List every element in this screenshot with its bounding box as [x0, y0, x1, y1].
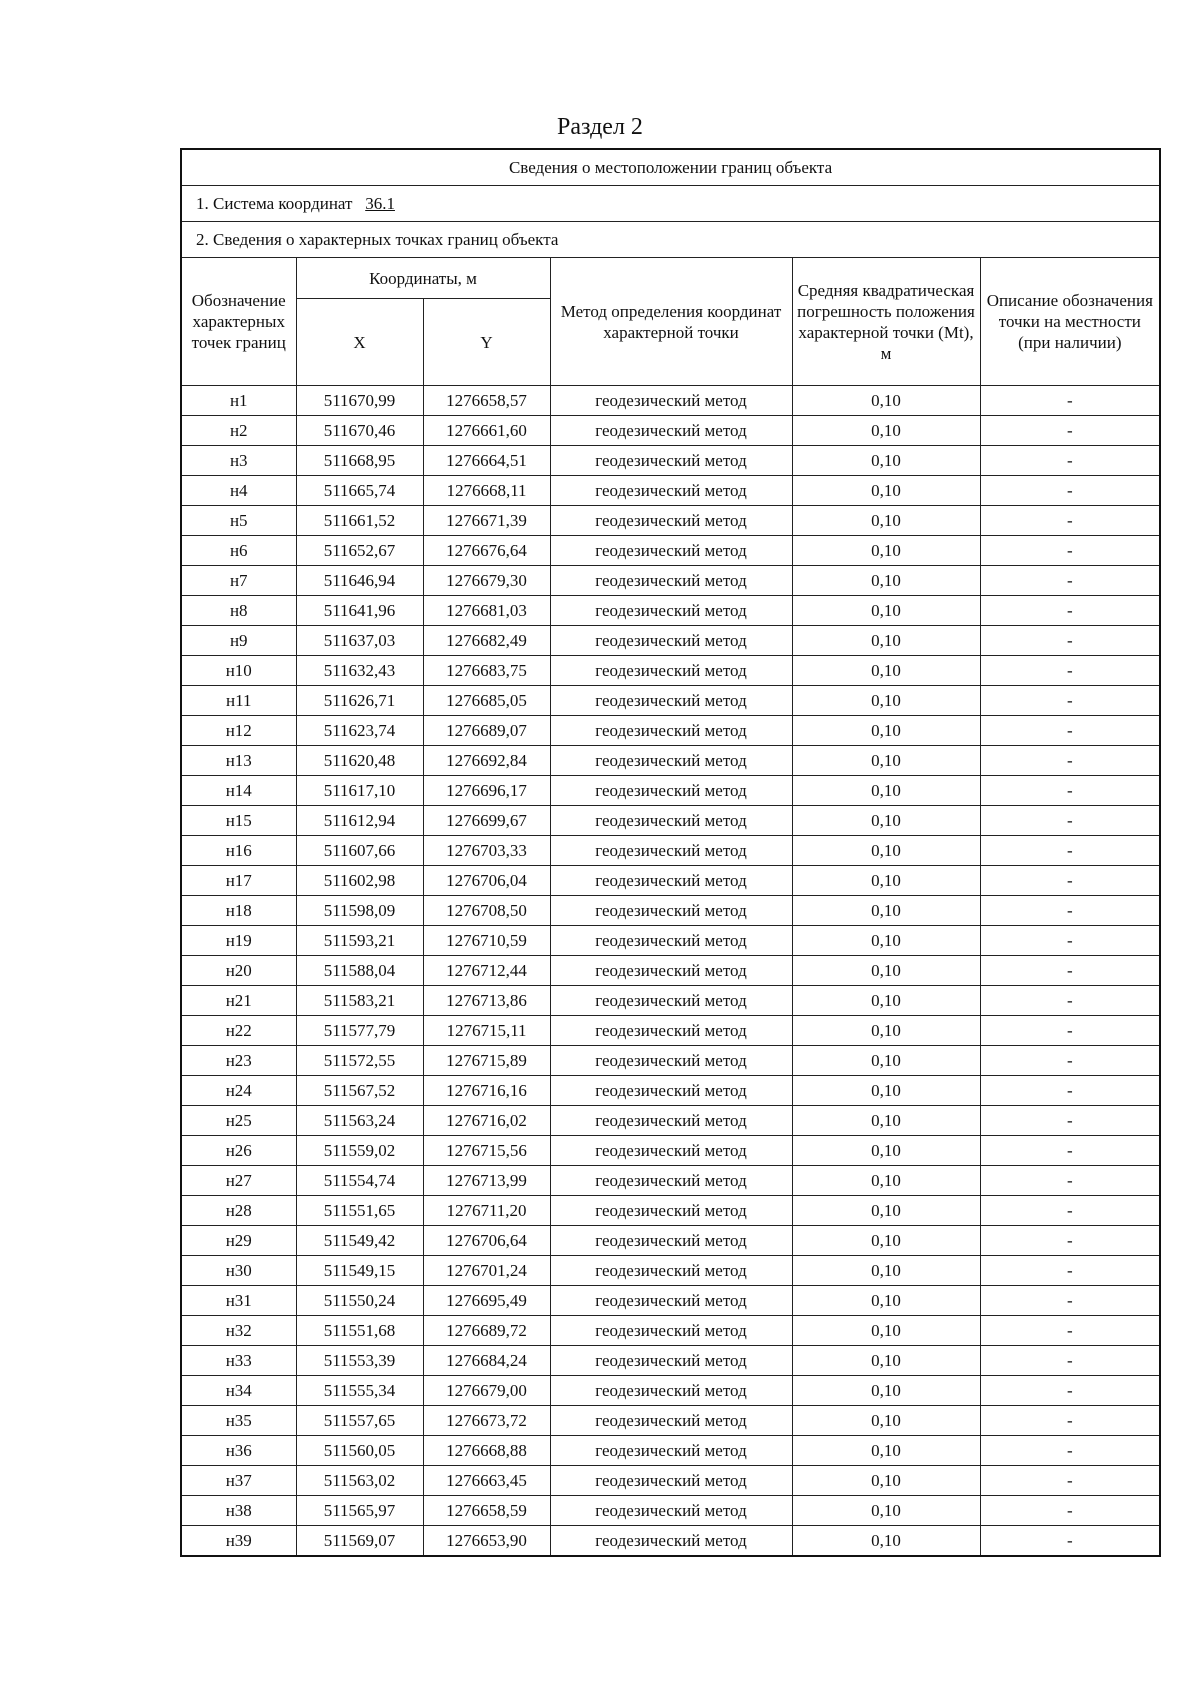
- error-cell: 0,10: [792, 716, 980, 746]
- coord-y: 1276692,84: [423, 746, 550, 776]
- error-cell: 0,10: [792, 1406, 980, 1436]
- method-cell: геодезический метод: [550, 506, 792, 536]
- point-id: н27: [181, 1166, 296, 1196]
- coord-x: 511583,21: [296, 986, 423, 1016]
- point-id: н16: [181, 836, 296, 866]
- coord-x: 511620,48: [296, 746, 423, 776]
- coord-y: 1276701,24: [423, 1256, 550, 1286]
- coord-x: 511549,15: [296, 1256, 423, 1286]
- description-cell: -: [980, 1316, 1160, 1346]
- error-cell: 0,10: [792, 1316, 980, 1346]
- coord-y: 1276689,72: [423, 1316, 550, 1346]
- error-cell: 0,10: [792, 446, 980, 476]
- coord-y: 1276712,44: [423, 956, 550, 986]
- point-id: н12: [181, 716, 296, 746]
- description-cell: -: [980, 746, 1160, 776]
- table-row: [181, 1196, 1160, 1226]
- table-row: [181, 746, 1160, 776]
- coord-x: 511607,66: [296, 836, 423, 866]
- table-row: [181, 1496, 1160, 1526]
- method-cell: геодезический метод: [550, 806, 792, 836]
- method-cell: геодезический метод: [550, 776, 792, 806]
- coord-x: 511612,94: [296, 806, 423, 836]
- coord-y: 1276671,39: [423, 506, 550, 536]
- method-cell: геодезический метод: [550, 566, 792, 596]
- points-section-title: 2. Сведения о характерных точках границ объекта: [181, 222, 1160, 258]
- coord-x: 511661,52: [296, 506, 423, 536]
- coord-x: 511588,04: [296, 956, 423, 986]
- description-cell: -: [980, 986, 1160, 1016]
- table-row: [181, 1106, 1160, 1136]
- table-row: [181, 1256, 1160, 1286]
- coord-y: 1276699,67: [423, 806, 550, 836]
- description-cell: -: [980, 446, 1160, 476]
- description-cell: -: [980, 1286, 1160, 1316]
- error-cell: 0,10: [792, 746, 980, 776]
- table-row: [181, 626, 1160, 656]
- error-cell: 0,10: [792, 1196, 980, 1226]
- table-row: [181, 476, 1160, 506]
- method-cell: геодезический метод: [550, 926, 792, 956]
- error-cell: 0,10: [792, 896, 980, 926]
- coord-x: 511652,67: [296, 536, 423, 566]
- method-cell: геодезический метод: [550, 386, 792, 416]
- method-cell: геодезический метод: [550, 1046, 792, 1076]
- point-id: н11: [181, 686, 296, 716]
- table-row: [181, 1376, 1160, 1406]
- coord-x: 511569,07: [296, 1526, 423, 1557]
- point-id: н37: [181, 1466, 296, 1496]
- point-id: н1: [181, 386, 296, 416]
- table-row: [181, 656, 1160, 686]
- table-row: [181, 416, 1160, 446]
- coord-x: 511553,39: [296, 1346, 423, 1376]
- description-cell: -: [980, 776, 1160, 806]
- description-cell: -: [980, 1526, 1160, 1557]
- error-cell: 0,10: [792, 1526, 980, 1557]
- error-cell: 0,10: [792, 386, 980, 416]
- description-cell: -: [980, 1076, 1160, 1106]
- coord-y: 1276679,00: [423, 1376, 550, 1406]
- coord-y: 1276706,64: [423, 1226, 550, 1256]
- error-cell: 0,10: [792, 1346, 980, 1376]
- coord-x: 511670,99: [296, 386, 423, 416]
- coord-x: 511637,03: [296, 626, 423, 656]
- coord-y: 1276683,75: [423, 656, 550, 686]
- point-id: н31: [181, 1286, 296, 1316]
- error-cell: 0,10: [792, 1136, 980, 1166]
- description-cell: -: [980, 416, 1160, 446]
- coord-x: 511554,74: [296, 1166, 423, 1196]
- point-id: н26: [181, 1136, 296, 1166]
- coord-y: 1276713,86: [423, 986, 550, 1016]
- coord-y: 1276676,64: [423, 536, 550, 566]
- coord-y: 1276710,59: [423, 926, 550, 956]
- description-cell: -: [980, 566, 1160, 596]
- header-x: X: [296, 299, 423, 386]
- coord-x: 511567,52: [296, 1076, 423, 1106]
- error-cell: 0,10: [792, 536, 980, 566]
- coord-y: 1276716,16: [423, 1076, 550, 1106]
- error-cell: 0,10: [792, 1436, 980, 1466]
- coord-x: 511593,21: [296, 926, 423, 956]
- description-cell: -: [980, 1196, 1160, 1226]
- coord-y: 1276664,51: [423, 446, 550, 476]
- point-id: н21: [181, 986, 296, 1016]
- point-id: н14: [181, 776, 296, 806]
- description-cell: -: [980, 716, 1160, 746]
- table-row: [181, 1526, 1160, 1557]
- coord-x: 511646,94: [296, 566, 423, 596]
- table-row: [181, 836, 1160, 866]
- coord-x: 511670,46: [296, 416, 423, 446]
- table-row: [181, 1286, 1160, 1316]
- coord-y: 1276715,89: [423, 1046, 550, 1076]
- coord-y: 1276715,11: [423, 1016, 550, 1046]
- description-cell: -: [980, 1046, 1160, 1076]
- coord-y: 1276689,07: [423, 716, 550, 746]
- coord-y: 1276708,50: [423, 896, 550, 926]
- table-row: [181, 896, 1160, 926]
- coord-system-cell: [181, 186, 1160, 222]
- error-cell: 0,10: [792, 806, 980, 836]
- method-cell: геодезический метод: [550, 1316, 792, 1346]
- method-cell: геодезический метод: [550, 716, 792, 746]
- method-cell: геодезический метод: [550, 1136, 792, 1166]
- table-title: Сведения о местоположении границ объекта: [181, 149, 1160, 186]
- table-row: [181, 1166, 1160, 1196]
- method-cell: геодезический метод: [550, 1226, 792, 1256]
- method-cell: геодезический метод: [550, 536, 792, 566]
- table-row: [181, 446, 1160, 476]
- coord-x: 511550,24: [296, 1286, 423, 1316]
- coord-x: 511563,24: [296, 1106, 423, 1136]
- point-id: н24: [181, 1076, 296, 1106]
- error-cell: 0,10: [792, 626, 980, 656]
- point-id: н5: [181, 506, 296, 536]
- coord-y: 1276685,05: [423, 686, 550, 716]
- error-cell: 0,10: [792, 416, 980, 446]
- coord-y: 1276653,90: [423, 1526, 550, 1557]
- method-cell: геодезический метод: [550, 1346, 792, 1376]
- point-id: н7: [181, 566, 296, 596]
- description-cell: -: [980, 1136, 1160, 1166]
- description-cell: -: [980, 836, 1160, 866]
- point-id: н3: [181, 446, 296, 476]
- method-cell: геодезический метод: [550, 1166, 792, 1196]
- table-row: [181, 1466, 1160, 1496]
- coord-y: 1276658,57: [423, 386, 550, 416]
- coord-y: 1276695,49: [423, 1286, 550, 1316]
- description-cell: -: [980, 386, 1160, 416]
- coord-y: 1276713,99: [423, 1166, 550, 1196]
- point-id: н25: [181, 1106, 296, 1136]
- table-row: [181, 1046, 1160, 1076]
- error-cell: 0,10: [792, 1256, 980, 1286]
- point-id: н2: [181, 416, 296, 446]
- header-y: Y: [423, 299, 550, 386]
- point-id: н34: [181, 1376, 296, 1406]
- table-row: [181, 1016, 1160, 1046]
- error-cell: 0,10: [792, 926, 980, 956]
- coord-x: 511565,97: [296, 1496, 423, 1526]
- header-description: Описание обозначения точки на местности (при наличии): [980, 258, 1160, 386]
- coord-x: 511563,02: [296, 1466, 423, 1496]
- coord-x: 511665,74: [296, 476, 423, 506]
- coord-x: 511555,34: [296, 1376, 423, 1406]
- coord-y: 1276684,24: [423, 1346, 550, 1376]
- table-row: [181, 716, 1160, 746]
- error-cell: 0,10: [792, 1466, 980, 1496]
- error-cell: 0,10: [792, 686, 980, 716]
- coord-y: 1276682,49: [423, 626, 550, 656]
- coord-y: 1276663,45: [423, 1466, 550, 1496]
- description-cell: -: [980, 866, 1160, 896]
- table-row: [181, 1406, 1160, 1436]
- method-cell: геодезический метод: [550, 1496, 792, 1526]
- coord-x: 511602,98: [296, 866, 423, 896]
- coord-y: 1276658,59: [423, 1496, 550, 1526]
- error-cell: 0,10: [792, 1166, 980, 1196]
- description-cell: -: [980, 1226, 1160, 1256]
- method-cell: геодезический метод: [550, 1376, 792, 1406]
- coord-y: 1276715,56: [423, 1136, 550, 1166]
- method-cell: геодезический метод: [550, 626, 792, 656]
- error-cell: 0,10: [792, 1106, 980, 1136]
- method-cell: геодезический метод: [550, 836, 792, 866]
- description-cell: -: [980, 806, 1160, 836]
- method-cell: геодезический метод: [550, 1436, 792, 1466]
- point-id: н30: [181, 1256, 296, 1286]
- point-id: н17: [181, 866, 296, 896]
- description-cell: -: [980, 956, 1160, 986]
- table-row: [181, 986, 1160, 1016]
- error-cell: 0,10: [792, 986, 980, 1016]
- coord-x: 511641,96: [296, 596, 423, 626]
- coord-y: 1276681,03: [423, 596, 550, 626]
- error-cell: 0,10: [792, 596, 980, 626]
- coord-x: 511668,95: [296, 446, 423, 476]
- coord-system-value: 36.1: [365, 194, 395, 213]
- error-cell: 0,10: [792, 1226, 980, 1256]
- coord-system-label: 1. Система координат: [196, 194, 353, 213]
- point-id: н28: [181, 1196, 296, 1226]
- table-row: [181, 1316, 1160, 1346]
- method-cell: геодезический метод: [550, 1526, 792, 1557]
- table-row: [181, 1436, 1160, 1466]
- header-error: Средняя квадратическая погрешность положения характерной точки (Mt), м: [792, 258, 980, 386]
- description-cell: -: [980, 1256, 1160, 1286]
- method-cell: геодезический метод: [550, 686, 792, 716]
- coord-x: 511632,43: [296, 656, 423, 686]
- description-cell: -: [980, 896, 1160, 926]
- method-cell: геодезический метод: [550, 746, 792, 776]
- point-id: н20: [181, 956, 296, 986]
- point-id: н22: [181, 1016, 296, 1046]
- coord-x: 511560,05: [296, 1436, 423, 1466]
- method-cell: геодезический метод: [550, 1016, 792, 1046]
- table-row: [181, 1136, 1160, 1166]
- point-id: н18: [181, 896, 296, 926]
- description-cell: -: [980, 686, 1160, 716]
- coord-x: 511623,74: [296, 716, 423, 746]
- table-row: [181, 566, 1160, 596]
- point-id: н23: [181, 1046, 296, 1076]
- point-id: н19: [181, 926, 296, 956]
- description-cell: -: [980, 626, 1160, 656]
- coord-x: 511626,71: [296, 686, 423, 716]
- point-id: н9: [181, 626, 296, 656]
- description-cell: -: [980, 926, 1160, 956]
- coord-y: 1276716,02: [423, 1106, 550, 1136]
- method-cell: геодезический метод: [550, 866, 792, 896]
- header-coords: Координаты, м: [296, 258, 550, 299]
- method-cell: геодезический метод: [550, 1076, 792, 1106]
- table-row: [181, 806, 1160, 836]
- coord-x: 511598,09: [296, 896, 423, 926]
- description-cell: -: [980, 1016, 1160, 1046]
- error-cell: 0,10: [792, 866, 980, 896]
- description-cell: -: [980, 1496, 1160, 1526]
- table-row: [181, 596, 1160, 626]
- table-row: [181, 776, 1160, 806]
- method-cell: геодезический метод: [550, 956, 792, 986]
- coord-y: 1276661,60: [423, 416, 550, 446]
- point-id: н38: [181, 1496, 296, 1526]
- table-row: [181, 386, 1160, 416]
- description-cell: -: [980, 1346, 1160, 1376]
- point-id: н32: [181, 1316, 296, 1346]
- table-row: [181, 536, 1160, 566]
- table-row: [181, 956, 1160, 986]
- method-cell: геодезический метод: [550, 1466, 792, 1496]
- description-cell: -: [980, 1436, 1160, 1466]
- description-cell: -: [980, 596, 1160, 626]
- error-cell: 0,10: [792, 836, 980, 866]
- method-cell: геодезический метод: [550, 986, 792, 1016]
- description-cell: -: [980, 1406, 1160, 1436]
- point-id: н8: [181, 596, 296, 626]
- point-id: н4: [181, 476, 296, 506]
- description-cell: -: [980, 1376, 1160, 1406]
- method-cell: геодезический метод: [550, 1406, 792, 1436]
- coord-x: 511549,42: [296, 1226, 423, 1256]
- table-row: [181, 1346, 1160, 1376]
- error-cell: 0,10: [792, 566, 980, 596]
- method-cell: геодезический метод: [550, 1106, 792, 1136]
- error-cell: 0,10: [792, 776, 980, 806]
- table-row: [181, 1076, 1160, 1106]
- method-cell: геодезический метод: [550, 596, 792, 626]
- section-title: Раздел 2: [557, 114, 643, 140]
- description-cell: -: [980, 536, 1160, 566]
- error-cell: 0,10: [792, 1016, 980, 1046]
- table-row: [181, 926, 1160, 956]
- point-id: н10: [181, 656, 296, 686]
- method-cell: геодезический метод: [550, 1196, 792, 1226]
- description-cell: -: [980, 1466, 1160, 1496]
- error-cell: 0,10: [792, 1076, 980, 1106]
- coord-y: 1276668,88: [423, 1436, 550, 1466]
- method-cell: геодезический метод: [550, 476, 792, 506]
- point-id: н36: [181, 1436, 296, 1466]
- coord-x: 511572,55: [296, 1046, 423, 1076]
- error-cell: 0,10: [792, 1496, 980, 1526]
- coord-y: 1276679,30: [423, 566, 550, 596]
- coord-y: 1276703,33: [423, 836, 550, 866]
- method-cell: геодезический метод: [550, 1286, 792, 1316]
- coord-x: 511557,65: [296, 1406, 423, 1436]
- coord-x: 511551,68: [296, 1316, 423, 1346]
- error-cell: 0,10: [792, 1286, 980, 1316]
- table-row: [181, 1226, 1160, 1256]
- error-cell: 0,10: [792, 1046, 980, 1076]
- method-cell: геодезический метод: [550, 446, 792, 476]
- header-designation: Обозначение характерных точек границ: [181, 258, 296, 386]
- error-cell: 0,10: [792, 656, 980, 686]
- table-row: [181, 866, 1160, 896]
- method-cell: геодезический метод: [550, 416, 792, 446]
- description-cell: -: [980, 476, 1160, 506]
- point-id: н29: [181, 1226, 296, 1256]
- coord-x: 511559,02: [296, 1136, 423, 1166]
- coord-x: 511577,79: [296, 1016, 423, 1046]
- boundary-points-table: [180, 148, 1161, 1557]
- method-cell: геодезический метод: [550, 656, 792, 686]
- method-cell: геодезический метод: [550, 1256, 792, 1286]
- coord-x: 511617,10: [296, 776, 423, 806]
- error-cell: 0,10: [792, 956, 980, 986]
- error-cell: 0,10: [792, 1376, 980, 1406]
- point-id: н6: [181, 536, 296, 566]
- coord-y: 1276706,04: [423, 866, 550, 896]
- point-id: н35: [181, 1406, 296, 1436]
- table-row: [181, 506, 1160, 536]
- description-cell: -: [980, 1166, 1160, 1196]
- coord-y: 1276711,20: [423, 1196, 550, 1226]
- method-cell: геодезический метод: [550, 896, 792, 926]
- coord-y: 1276673,72: [423, 1406, 550, 1436]
- point-id: н13: [181, 746, 296, 776]
- error-cell: 0,10: [792, 476, 980, 506]
- description-cell: -: [980, 656, 1160, 686]
- header-method: Метод определения координат характерной точки: [550, 258, 792, 386]
- point-id: н33: [181, 1346, 296, 1376]
- coord-y: 1276696,17: [423, 776, 550, 806]
- table-row: [181, 686, 1160, 716]
- point-id: н39: [181, 1526, 296, 1557]
- point-id: н15: [181, 806, 296, 836]
- coord-x: 511551,65: [296, 1196, 423, 1226]
- error-cell: 0,10: [792, 506, 980, 536]
- description-cell: -: [980, 1106, 1160, 1136]
- coord-y: 1276668,11: [423, 476, 550, 506]
- description-cell: -: [980, 506, 1160, 536]
